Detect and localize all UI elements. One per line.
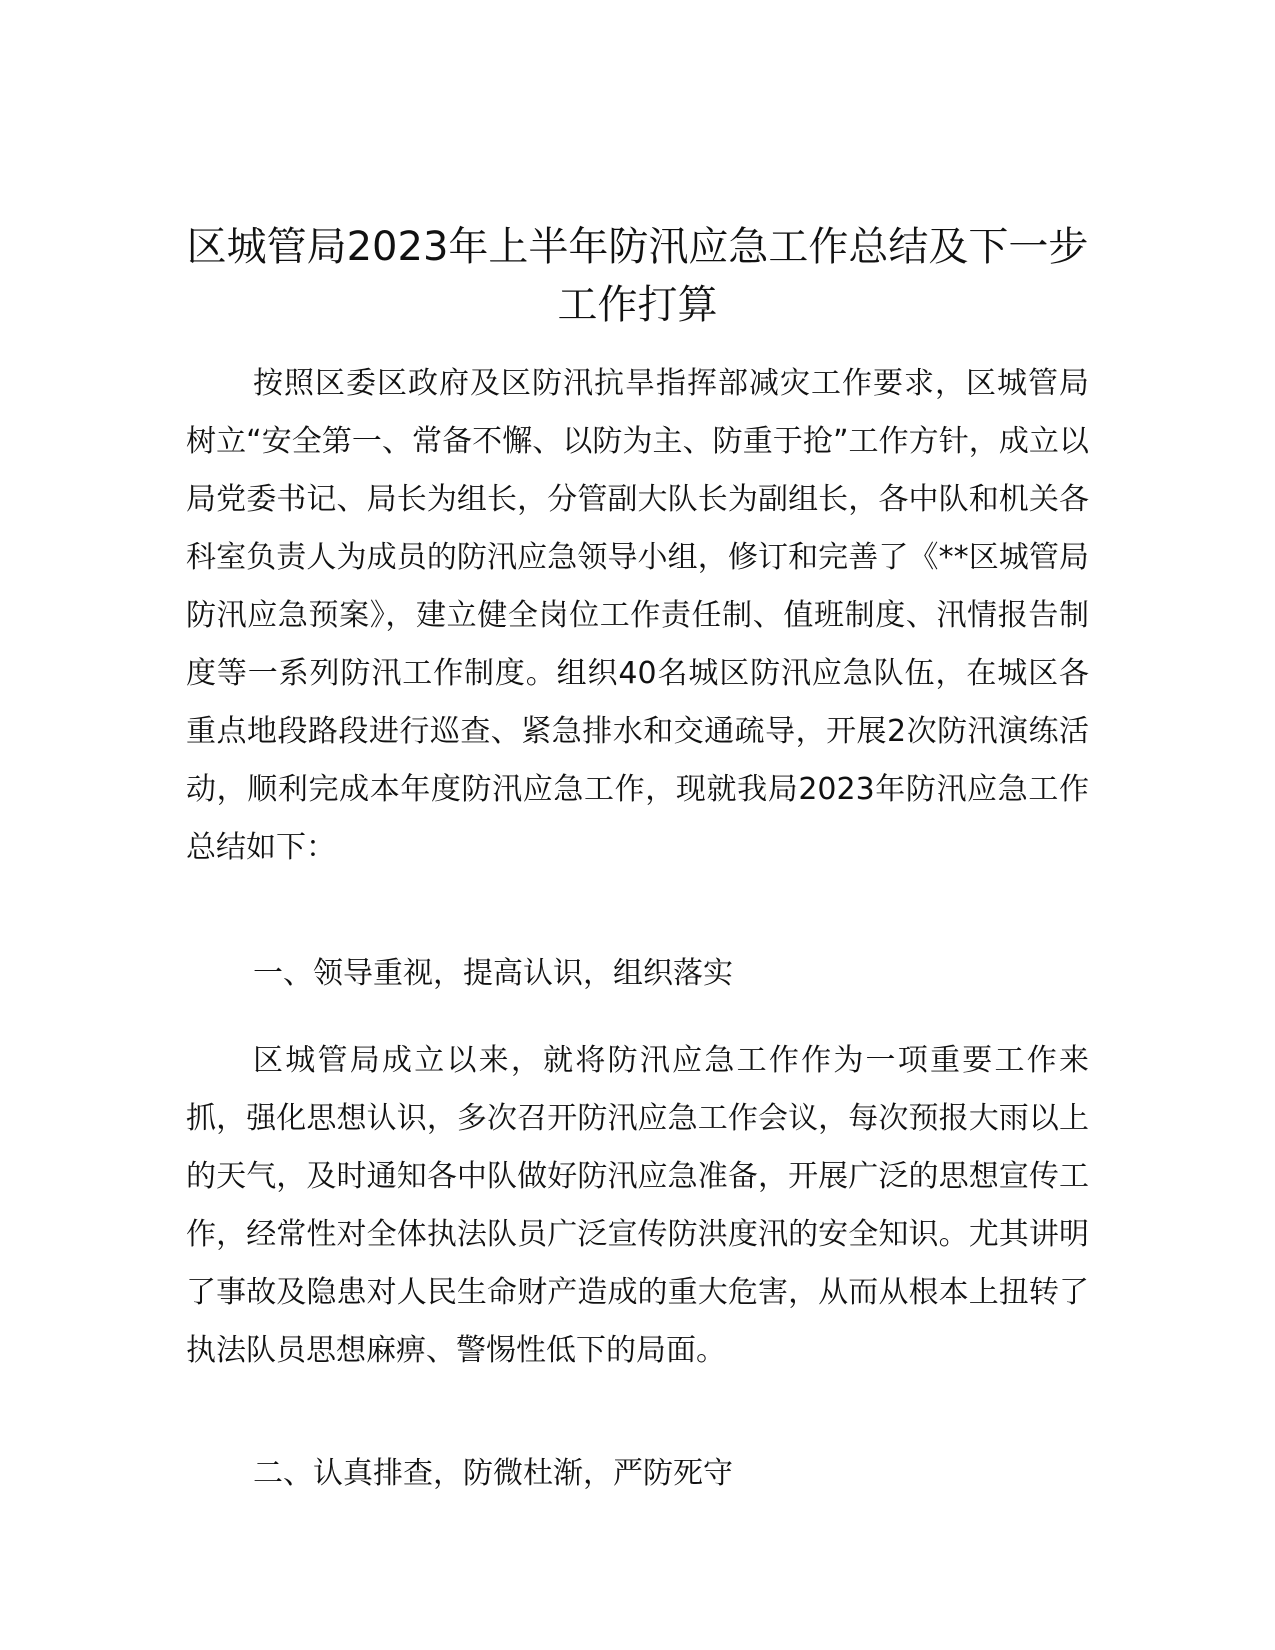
intro-paragraph: 按照区委区政府及区防汛抗旱指挥部减灾工作要求，区城管局树立“安全第一、常备不懈、以防为主、防重于抢”工作方针，成立以局党委书记、局长为组长，分管副大队长为副组长，各中队和机关各科室负责人为成员的防汛应急领导小组，修订和完善了《**区城管局防汛应急预案》，建立健全岗位工作责任制、值班制度、汛情报告制度等一系列防汛工作制度。组织40名城区防汛应急队伍，在城区各重点地段路段进行巡查、紧急排水和交通疏导，开展2次防汛演练活动，顺利完成本年度防汛应急工作，现就我局2023年防汛应急工作总结如下：: [186, 366, 1089, 865]
section-2-heading: 二、认真排查，防微杜渐，严防死守: [253, 1456, 733, 1491]
document-title: 区城管局2023年上半年防汛应急工作总结及下一步工作打算: [186, 224, 1089, 328]
section-1-paragraph: 区城管局成立以来，就将防汛应急工作作为一项重要工作来抓，强化思想认识，多次召开防汛应急工作会议，每次预报大雨以上的天气，及时通知各中队做好防汛应急准备，开展广泛的思想宣传工作，经常性对全体执法队员广泛宣传防洪度汛的安全知识。尤其讲明了事故及隐患对人民生命财产造成的重大危害，从而从根本上扭转了执法队员思想麻痹、警惕性低下的局面。: [186, 1043, 1089, 1368]
section-1-heading: 一、领导重视，提高认识，组织落实: [253, 956, 733, 991]
